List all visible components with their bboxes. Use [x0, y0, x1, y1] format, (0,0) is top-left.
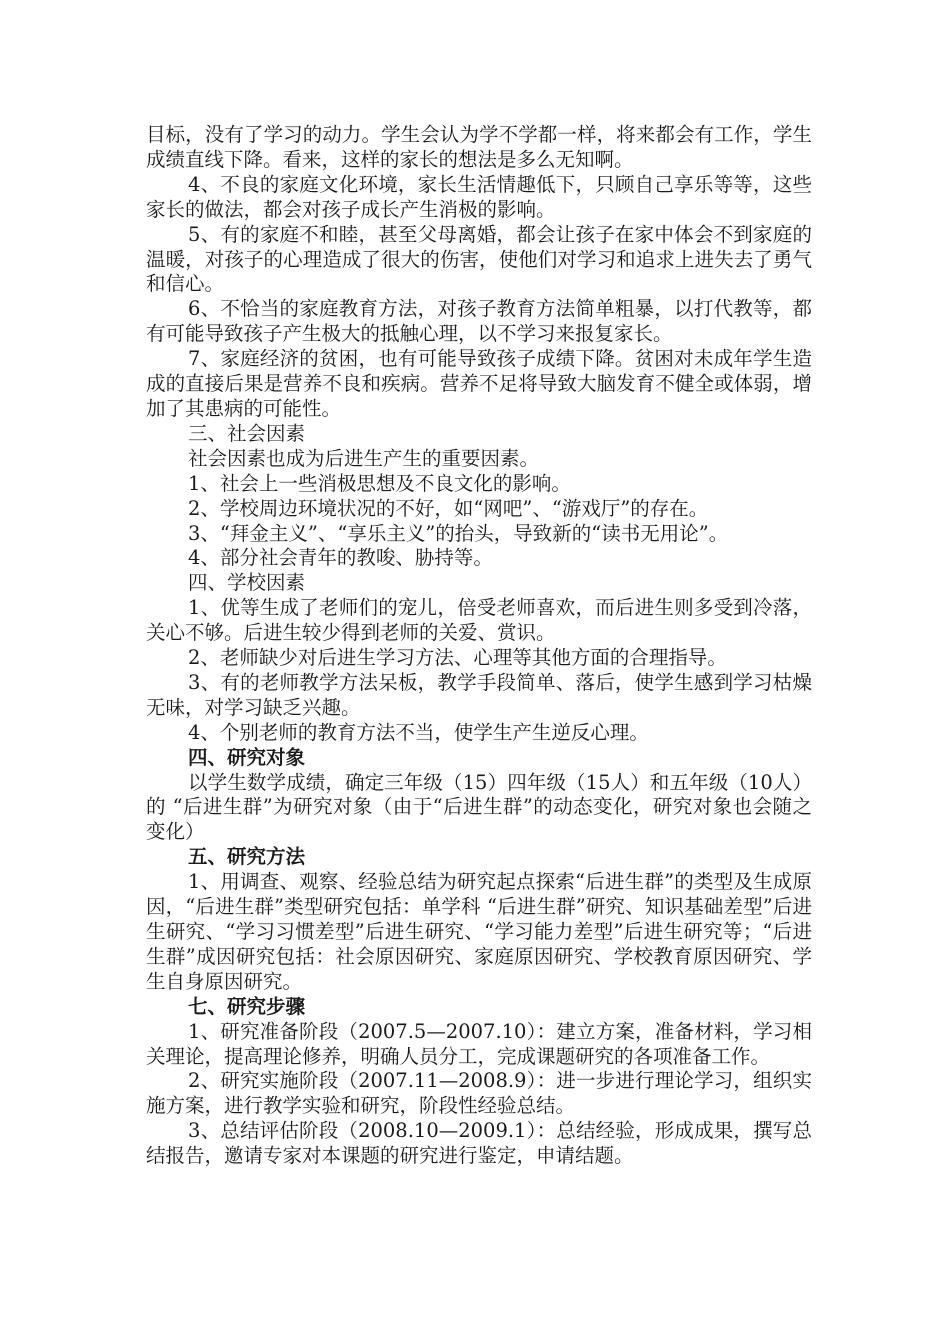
paragraph-continuation: 目标，没有了学习的动力。学生会认为学不学都一样，将来都会有工作，学生成绩直线下降。看来，这样的家长的想法是多么无知啊。	[146, 123, 812, 171]
paragraph-family-factor-6: 6、不恰当的家庭教育方法，对孩子教育方法简单粗暴，以打代教等，都有可能导致孩子产生极大的抵触心理，以不学习来报复家长。	[146, 297, 812, 346]
paragraph-school-factor-2: 2、老师缺少对后进生学习方法、心理等其他方面的合理指导。	[188, 646, 727, 670]
paragraph-step-preparation: 1、研究准备阶段（2007.5—2007.10）：建立方案，准备材料，学习相关理论，提高理论修养，明确人员分工，完成课题研究的各项准备工作。	[146, 1019, 812, 1068]
paragraph-school-factor-1: 1、优等生成了老师们的宠儿，倍受老师喜欢，而后进生则多受到冷落，关心不够。后进生较少得到老师的关爱、赏识。	[146, 596, 812, 645]
paragraph-school-factor-3: 3、有的老师教学方法呆板，教学手段简单、落后，使学生感到学习枯燥无味，对学习缺乏兴趣。	[146, 670, 812, 719]
section-heading-research-methods: 五、研究方法	[188, 845, 306, 869]
paragraph-school-factor-4: 4、个别老师的教育方法不当，使学生产生逆反心理。	[188, 720, 649, 744]
paragraph-family-factor-5: 5、有的家庭不和睦，甚至父母离婚，都会让孩子在家中体会不到家庭的温暖，对孩子的心理造成了很大的伤害，使他们对学习和追求上进失去了勇气和信心。	[146, 222, 812, 296]
subheading-school-factors: 四、学校因素	[188, 571, 306, 595]
paragraph-step-evaluation: 3、总结评估阶段（2008.10—2009.1）：总结经验，形成成果，撰写总结报告，邀请专家对本课题的研究进行鉴定，申请结题。	[146, 1119, 812, 1168]
paragraph-social-factor-2: 2、学校周边环境状况的不好，如“网吧”、“游戏厅”的存在。	[188, 496, 709, 520]
paragraph-social-factor-3: 3、“拜金主义”、“享乐主义”的抬头，导致新的“读书无用论”。	[188, 521, 729, 545]
paragraph-step-implementation: 2、研究实施阶段（2007.11—2008.9）：进一步进行理论学习，组织实施方案，进行教学实验和研究，阶段性经验总结。	[146, 1069, 812, 1118]
paragraph-social-factor-4: 4、部分社会青年的教唆、胁持等。	[188, 546, 493, 570]
paragraph-family-factor-7: 7、家庭经济的贫困，也有可能导致孩子成绩下降。贫困对未成年学生造成的直接后果是营养不良和疾病。营养不足将导致大脑发育不健全或体弱，增加了其患病的可能性。	[146, 347, 812, 420]
section-heading-research-steps: 七、研究步骤	[188, 994, 306, 1018]
subheading-social-factors: 三、社会因素	[188, 421, 306, 445]
paragraph-social-factor-1: 1、社会上一些消极思想及不良文化的影响。	[188, 471, 571, 495]
paragraph-research-subjects: 以学生数学成绩，确定三年级（15）四年级（15人）和五年级（10人）的 “后进生群”为研究对象（由于“后进生群”的动态变化，研究对象也会随之变化）	[146, 770, 812, 844]
paragraph-research-methods: 1、用调查、观察、经验总结为研究起点探索“后进生群”的类型及生成原因，“后进生群”类型研究包括：单学科 “后进生群”研究、知识基础差型”后进生研究、“学习习惯差型”后进生研究、“学习能力差型”后进生研究等；“后进生群”成因研究包括：社会原因研究、家庭原因研究、学校教育原因研究、学生自身原因研究。	[146, 870, 812, 993]
document-page	[146, 123, 812, 1169]
paragraph-family-factor-4: 4、不良的家庭文化环境，家长生活情趣低下，只顾自己享乐等等，这些家长的做法，都会对孩子成长产生消极的影响。	[146, 172, 812, 221]
section-heading-research-subjects: 四、研究对象	[188, 745, 306, 769]
paragraph-social-intro: 社会因素也成为后进生产生的重要因素。	[188, 446, 540, 470]
